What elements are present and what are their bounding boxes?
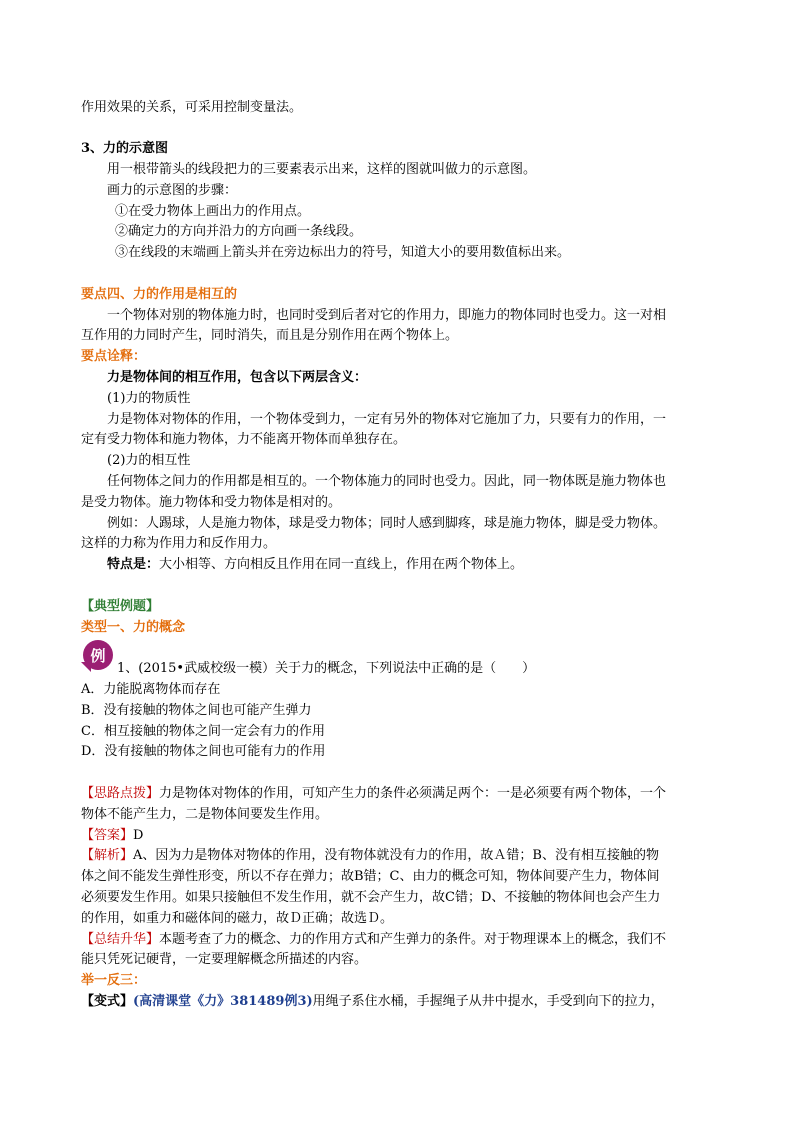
summary-label: 【总结升华】 bbox=[81, 932, 160, 947]
analysis-line bbox=[81, 846, 659, 866]
explain-lead: 力是物体间的相互作用，包含以下两层含义： bbox=[107, 370, 368, 385]
step-item: ②确定力的方向并沿力的方向画一条线段。 bbox=[115, 224, 363, 239]
answer-label: 【答案】 bbox=[81, 828, 134, 843]
intro-line: 作用效果的关系，可采用控制变量法。 bbox=[81, 100, 303, 115]
variant-label: 【变式】 bbox=[81, 994, 134, 1009]
variant-ref: (高清课堂《力》381489例3) bbox=[133, 994, 313, 1009]
step-item: ③在线段的末端画上箭头并在旁边标出力的符号，知道大小的要用数值标出来。 bbox=[115, 245, 571, 260]
option-a: A．力能脱离物体而存在 bbox=[81, 682, 221, 697]
point-heading: 要点四、力的作用是相互的 bbox=[81, 287, 238, 302]
paragraph: 任何物体之间力的作用都是相互的。一个物体施力的同时也受力。因此，同一物体既是施力物体也 bbox=[107, 474, 667, 489]
paragraph: 一个物体对别的物体施力时，也同时受到后者对它的作用力，即施力的物体同时也受力。这一对相 bbox=[107, 308, 667, 323]
feature-line bbox=[107, 555, 523, 575]
sub-title: (2)力的相互性 bbox=[107, 453, 191, 468]
paragraph: 力是物体对物体的作用，一个物体受到力，一定有另外的物体对它施加了力，只要有力的作用，一 bbox=[107, 412, 667, 427]
answer-line bbox=[81, 826, 143, 846]
examples-heading: 【典型例题】 bbox=[81, 599, 160, 614]
paragraph: 的作用，如重力和磁体间的磁力，故Ｄ正确；故选Ｄ。 bbox=[81, 911, 394, 926]
analysis-text: A、因为力是物体对物体的作用，没有物体就没有力的作用，故Ａ错；B、没有相互接触的物 bbox=[133, 848, 659, 863]
summary-text: 本题考查了力的概念、力的作用方式和产生弹力的条件。对于物理课本上的概念，我们不 bbox=[159, 932, 667, 947]
question: 1、(2015•武威校级一模）关于力的概念，下列说法中正确的是（ ） bbox=[117, 661, 536, 676]
practice-heading: 举一反三： bbox=[81, 973, 147, 988]
paragraph: 必须要发生作用。如果只接触但不发生作用，就不会产生力，故C错；D、不接触的物体间也会产生力 bbox=[81, 890, 661, 905]
paragraph: 是受力物体。施力物体和受力物体是相对的。 bbox=[81, 495, 342, 510]
paragraph: 例如：人踢球，人是施力物体，球是受力物体；同时人感到脚疼，球是施力物体，脚是受力物体。 bbox=[107, 516, 667, 531]
summary-line bbox=[81, 930, 666, 950]
answer-value: D bbox=[133, 828, 144, 843]
step-item: ①在受力物体上画出力的作用点。 bbox=[115, 204, 311, 219]
feature-label: 特点是： bbox=[107, 557, 160, 572]
option-b: B．没有接触的物体之间也可能产生弹力 bbox=[81, 703, 312, 718]
paragraph: 用一根带箭头的线段把力的三要素表示出来，这样的图就叫做力的示意图。 bbox=[107, 162, 537, 177]
sub-title: (1)力的物质性 bbox=[107, 391, 191, 406]
hint-line bbox=[81, 784, 666, 804]
paragraph: 体之间不能发生弹性形变，所以不存在弹力；故B错；C、由力的概念可知，物体间要产生力，物体间 bbox=[81, 869, 660, 884]
steps-title: 画力的示意图的步骤： bbox=[107, 183, 238, 198]
hint-label: 【思路点拨】 bbox=[81, 786, 160, 801]
option-c: C．相互接触的物体之间一定会有力的作用 bbox=[81, 724, 325, 739]
badge-tail-icon bbox=[81, 662, 91, 672]
variant-line bbox=[81, 992, 664, 1012]
feature-text: 大小相等、方向相反且作用在同一直线上，作用在两个物体上。 bbox=[159, 557, 524, 572]
paragraph: 这样的力称为作用力和反作用力。 bbox=[81, 536, 277, 551]
paragraph: 物体不能产生力，二是物体间要发生作用。 bbox=[81, 807, 329, 822]
paragraph: 能只凭死记硬背，一定要理解概念所描述的内容。 bbox=[81, 952, 368, 967]
type-heading: 类型一、力的概念 bbox=[81, 620, 186, 635]
explain-heading: 要点诠释： bbox=[81, 349, 147, 364]
paragraph: 互作用的力同时产生，同时消失，而且是分别作用在两个物体上。 bbox=[81, 328, 459, 343]
analysis-label: 【解析】 bbox=[81, 848, 134, 863]
variant-text: 用绳子系住水桶，手握绳子从井中提水，手受到向下的拉力， bbox=[312, 994, 664, 1009]
example-badge-icon: 例 bbox=[83, 640, 113, 670]
section-title: 3、力的示意图 bbox=[81, 141, 169, 156]
paragraph: 定有受力物体和施力物体，力不能离开物体而单独存在。 bbox=[81, 432, 407, 447]
hint-text: 力是物体对物体的作用，可知产生力的条件必须满足两个：一是必须要有两个物体，一个 bbox=[159, 786, 667, 801]
option-d: D．没有接触的物体之间也可能有力的作用 bbox=[81, 744, 326, 759]
